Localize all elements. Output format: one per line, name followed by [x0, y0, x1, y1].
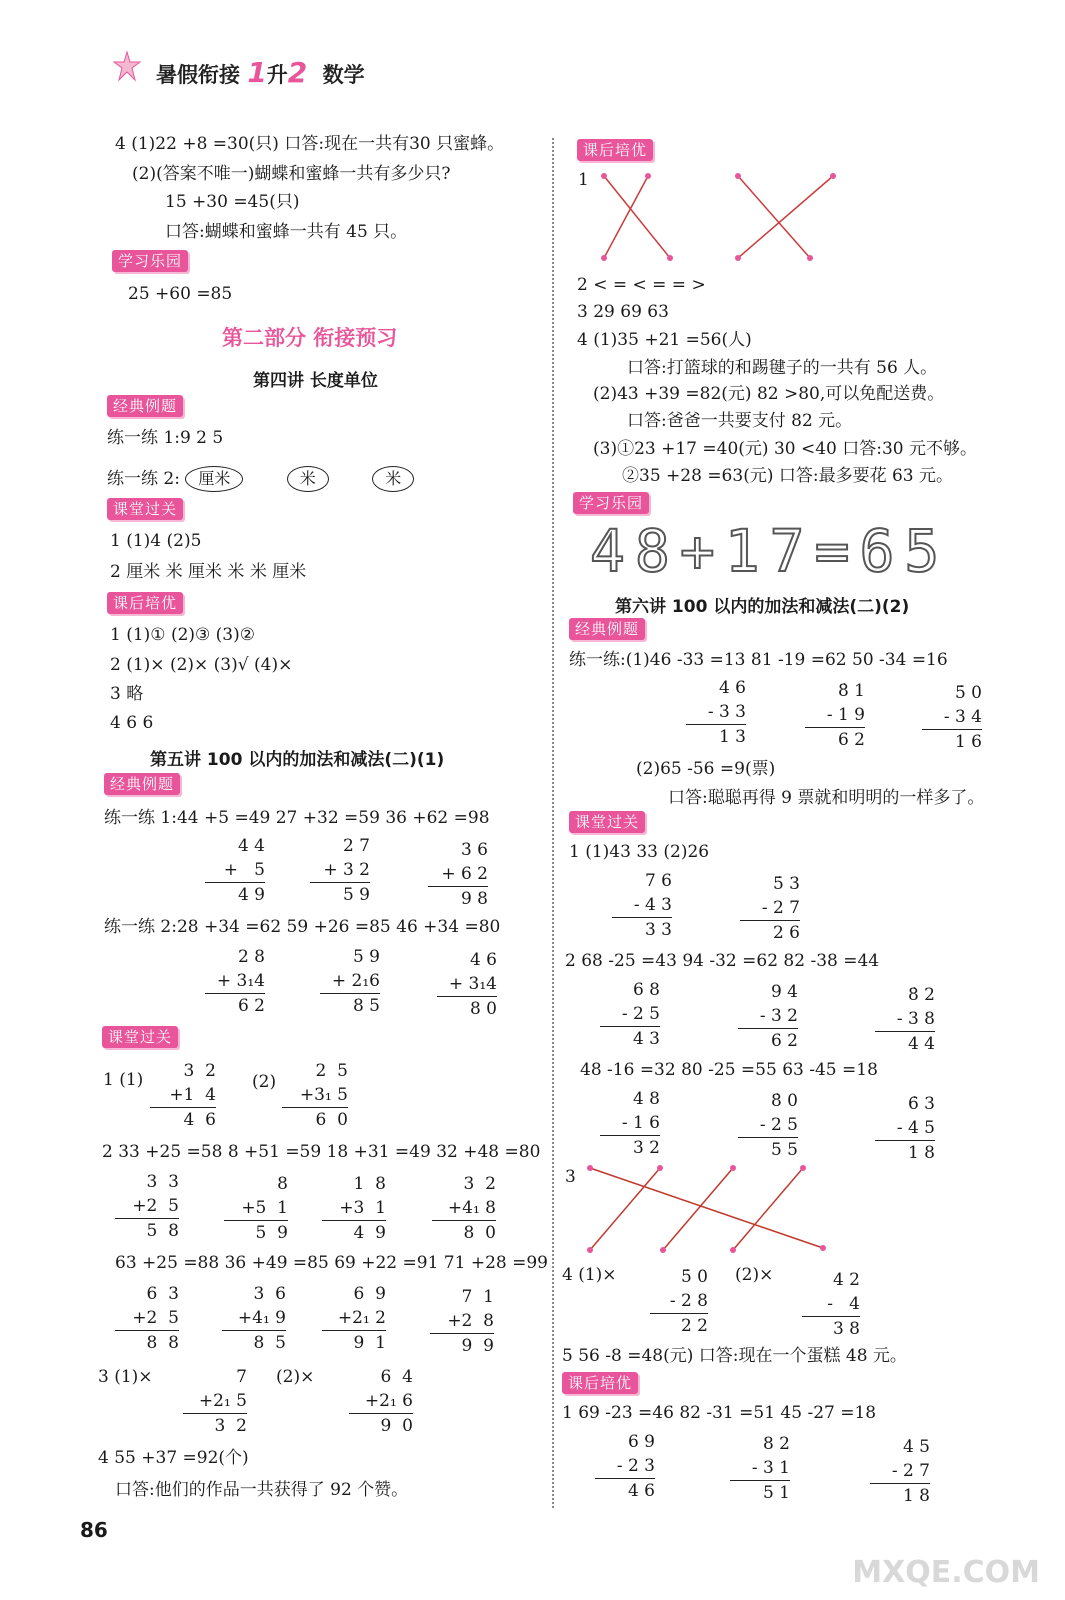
kh2: 2 (1)× (2)× (3)√ (4)× — [110, 655, 293, 675]
kt1: 1 (1)4 (2)5 — [110, 531, 202, 551]
vcalc-d2: 8 +5 1 5 9 — [224, 1172, 288, 1245]
title-num1: 1 — [247, 56, 267, 89]
left-q4-1: 4 (1)22 +8 =30(只) 口答:现在一共有30 只蜜蜂。 — [115, 134, 505, 154]
tag-jingdian-1: 经典例题 — [107, 395, 183, 417]
kt5-6: 口答:他们的作品一共获得了 92 个赞。 — [115, 1480, 409, 1500]
lyl2-label: 练一练 2: — [107, 469, 180, 489]
title-pre: 暑假衔接 — [156, 63, 240, 87]
lecture6-title: 第六讲 100 以内的加法和减法(二)(2) — [615, 597, 910, 617]
vcalc-d1: 3 3 +2 5 5 8 — [115, 1170, 179, 1243]
r-3: 3 29 69 63 — [577, 302, 669, 322]
kt6-5b: (2)× — [735, 1265, 774, 1285]
vcalc-g3: 5̇ 0 - 3 4 1 6 — [922, 681, 982, 754]
l5-lyl2: 练一练 2:28 +34 =62 59 +26 =85 46 +34 =80 — [104, 917, 501, 937]
vcalc-f1: 7 +2₁ 5 3 2 — [183, 1365, 247, 1438]
header-title — [156, 56, 365, 89]
vcalc-e4: 7 1 +2 8 9 9 — [430, 1285, 494, 1358]
r-4-6: ②35 +28 =63(元) 口答:最多要花 63 元。 — [622, 466, 954, 486]
lecture4-title: 第四讲 长度单位 — [253, 371, 378, 391]
kt6-5a: 4 (1)× — [562, 1265, 617, 1285]
tag-ketang-2: 课堂过关 — [102, 1026, 178, 1048]
matchstick-equation: 48+17=65 — [590, 517, 950, 585]
oval-1: 米 — [287, 466, 329, 492]
kt5-1b: (2) — [252, 1072, 277, 1092]
header-logo-icon — [112, 50, 142, 88]
l5-lyl1: 练一练 1:44 +5 =49 27 +32 =59 36 +62 =98 — [104, 808, 490, 828]
left-q4-4: 口答:蝴蝶和蜜蜂一共有 45 只。 — [165, 222, 408, 242]
vcalc-m2: 8 2 - 3 1 5 1 — [730, 1432, 790, 1505]
kt5-2: 2 33 +25 =58 8 +51 =59 18 +31 =49 32 +48 =80 — [102, 1142, 541, 1162]
tag-ketang-1: 课堂过关 — [107, 498, 183, 520]
vcalc-h2: 5̇ 3 - 2 7 2 6 — [740, 872, 800, 945]
page-number: 86 — [80, 1518, 108, 1542]
kt5-1a: 1 (1) — [103, 1070, 144, 1090]
tag-xuexi-left: 学习乐园 — [112, 250, 188, 272]
vcalc-e1: 6 3 +2 5 8 8 — [115, 1282, 179, 1355]
oval-2: 米 — [372, 466, 414, 492]
tag-kehou-r1: 课后培优 — [577, 139, 653, 161]
vcalc-j2: 8̇ 0 - 2 5 5 5 — [738, 1089, 798, 1162]
r-4-3: (2)43 +39 =82(元) 82 >80,可以免配送费。 — [593, 384, 945, 404]
vcalc-c1: 3 2 +1 4 4 6 — [150, 1059, 216, 1132]
vcalc-f2: 6 4 +2₁ 6 9 0 — [349, 1365, 413, 1438]
left-q4-3: 15 +30 =45(只) — [165, 192, 300, 212]
r-4-1: 4 (1)35 +21 =56(人) — [577, 330, 752, 350]
title-mid: 升 — [266, 63, 288, 87]
vcalc-m1: 6 9 - 2 3 4 6 — [595, 1430, 655, 1503]
left-q4-2: (2)(答案不唯一)蝴蝶和蜜蜂一共有多少只? — [132, 164, 451, 184]
vcalc-j1: 4 8 - 1 6 3 2 — [600, 1087, 660, 1160]
left-xuexi-ans: 25 +60 =85 — [128, 284, 233, 304]
vcalc-d4: 3 2 +4₁ 8 8 0 — [432, 1172, 496, 1245]
cross-diagram-1 — [590, 168, 850, 272]
tag-ketang-r: 课堂过关 — [569, 811, 645, 833]
kh3: 3 略 — [110, 684, 144, 704]
r-1: 1 — [578, 170, 589, 190]
r-4-4: 口答:爸爸一共要支付 82 元。 — [627, 411, 853, 431]
line-matching-diagram — [585, 1160, 835, 1264]
kh1: 1 (1)① (2)③ (3)② — [110, 625, 255, 645]
l6-2: (2)65 -56 =9(票) — [636, 759, 776, 779]
tag-kehou-1: 课后培优 — [107, 592, 183, 614]
oval-0: 厘米 — [185, 466, 243, 492]
kt5-5: 4 55 +37 =92(个) — [98, 1448, 249, 1468]
vcalc-j3: 6̇ 3 - 4 5 1 8 — [875, 1092, 935, 1165]
vcalc-k1: 5̇ 0 - 2 8 2 2 — [650, 1265, 708, 1338]
l6-lyl: 练一练:(1)46 -33 =13 81 -19 =62 50 -34 =16 — [569, 650, 948, 670]
vcalc-b3: 4 6 + 3₁4 8 0 — [437, 948, 497, 1021]
vcalc-a3: 3 6 + 6 2 9 8 — [428, 838, 488, 911]
lyl1: 练一练 1:9 2 5 — [107, 428, 224, 448]
vcalc-d3: 1 8 +3 1 4 9 — [322, 1172, 386, 1245]
kt2: 2 厘米 米 厘米 米 米 厘米 — [110, 562, 307, 582]
r-4-2: 口答:打篮球的和踢毽子的一共有 56 人。 — [627, 358, 938, 378]
vcalc-c2: 2 5 +3₁ 5 6 0 — [282, 1059, 348, 1132]
vcalc-h1: 7 6 - 4 3 3 3 — [612, 869, 672, 942]
column-divider — [552, 138, 554, 1508]
vcalc-i2: 9 4 - 3 2 6 2 — [738, 980, 798, 1053]
lecture5-title: 第五讲 100 以内的加法和减法(二)(1) — [150, 750, 445, 770]
vcalc-k2: 4 2 - 4 3 8 — [802, 1268, 860, 1341]
tag-jingdian-2: 经典例题 — [104, 773, 180, 795]
r-4-5: (3)①23 +17 =40(元) 30 <40 口答:30 元不够。 — [593, 439, 978, 459]
vcalc-e2: 3 6 +4₁ 9 8 5 — [222, 1282, 286, 1355]
vcalc-b2: 5 9 + 2₁6 8 5 — [320, 945, 380, 1018]
vcalc-e3: 6 9 +2₁ 2 9 1 — [322, 1282, 386, 1355]
kt6-2: 2 68 -25 =43 94 -32 =62 82 -38 =44 — [565, 951, 880, 971]
vcalc-i1: 6 8 - 2 5 4 3 — [600, 978, 660, 1051]
tag-xuexi-r: 学习乐园 — [573, 492, 649, 514]
lyl2 — [107, 466, 432, 492]
kt5-4a: 3 (1)× — [98, 1367, 153, 1387]
title-subject: 数学 — [322, 63, 365, 87]
kh6-1: 1 69 -23 =46 82 -31 =51 45 -27 =18 — [562, 1403, 877, 1423]
vcalc-g2: 8̇ 1 - 1 9 6 2 — [805, 679, 865, 752]
part-title: 第二部分 衔接预习 — [222, 326, 398, 350]
kh4: 4 6 6 — [110, 713, 154, 733]
kt6-1: 1 (1)43 33 (2)26 — [569, 842, 710, 862]
l6-3: 口答:聪聪再得 9 票就和明明的一样多了。 — [668, 788, 985, 808]
vcalc-b1: 2 8 + 3₁4 6 2 — [205, 945, 265, 1018]
title-num2: 2 — [287, 56, 308, 89]
kt6-6: 5 56 -8 =48(元) 口答:现在一个蛋糕 48 元。 — [562, 1346, 907, 1366]
vcalc-g1: 4 6 - 3 3 1 3 — [686, 676, 746, 749]
r-2: 2 < = < = = > — [577, 275, 706, 295]
watermark: MXQE.COM — [852, 1555, 1040, 1590]
vcalc-a2: 2 7 + 3 2 5 9 — [310, 834, 370, 907]
vcalc-i3: 8̇ 2 - 3 8 4 4 — [875, 983, 935, 1056]
kt5-3: 63 +25 =88 36 +49 =85 69 +22 =91 71 +28 =99 — [115, 1253, 548, 1273]
kt5-4b: (2)× — [276, 1367, 315, 1387]
vcalc-m3: 4̇ 5 - 2 7 1 8 — [870, 1435, 930, 1508]
tag-kehou-r2: 课后培优 — [562, 1372, 638, 1394]
kt6-4: 3 — [565, 1167, 576, 1187]
vcalc-a1: 4 4 + 5 4 9 — [205, 834, 265, 907]
kt6-3: 48 -16 =32 80 -25 =55 63 -45 =18 — [580, 1060, 878, 1080]
tag-jingdian-r: 经典例题 — [569, 618, 645, 640]
